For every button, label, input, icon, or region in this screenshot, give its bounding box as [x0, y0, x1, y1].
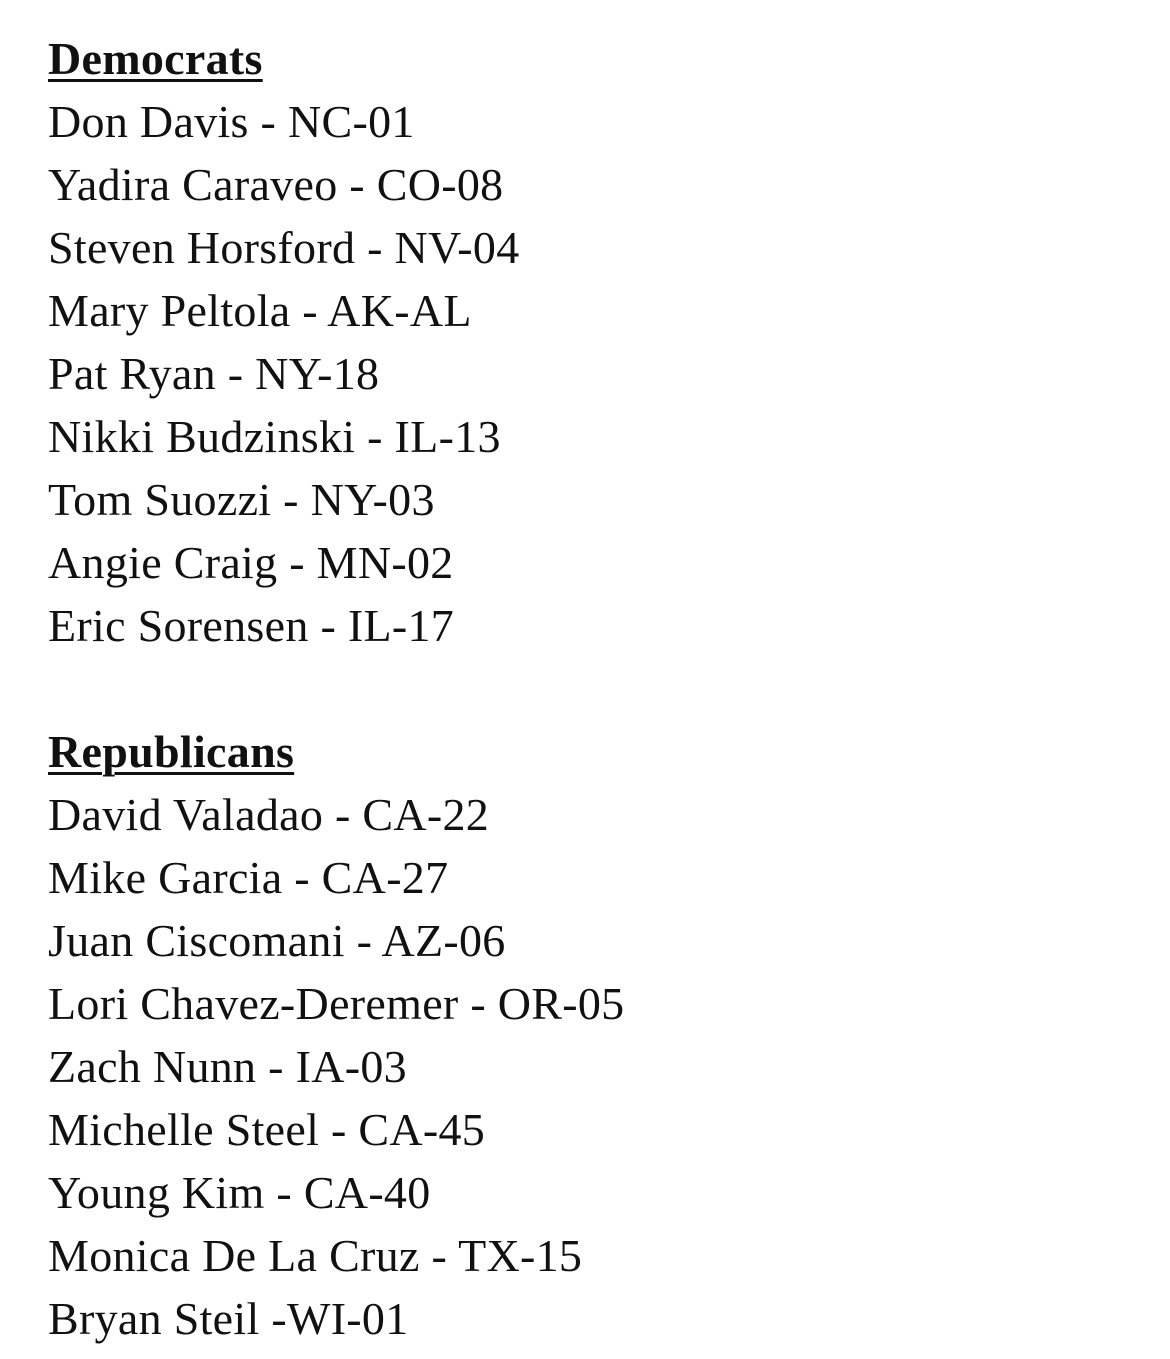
list-item: David Valadao - CA-22 [48, 789, 490, 840]
republicans-section [48, 720, 1170, 1350]
list-item: Don Davis - NC-01 [48, 96, 415, 147]
list-item: Juan Ciscomani - AZ-06 [48, 915, 506, 966]
list-item: Eric Sorensen - IL-17 [48, 600, 455, 651]
list-item: Lori Chavez-Deremer - OR-05 [48, 978, 625, 1029]
democrats-section [48, 0, 1170, 657]
list-item: Young Kim - CA-40 [48, 1167, 431, 1218]
section-spacer [48, 657, 1170, 720]
list-item: Pat Ryan - NY-18 [48, 348, 380, 399]
list-item: Bryan Steil -WI-01 [48, 1293, 409, 1344]
democrats-heading: Democrats [48, 33, 263, 84]
list-item: Mary Peltola - AK-AL [48, 285, 472, 336]
list-item: Tom Suozzi - NY-03 [48, 474, 435, 525]
list-item: Steven Horsford - NV-04 [48, 222, 520, 273]
republicans-heading: Republicans [48, 726, 295, 777]
document-page [48, 0, 1170, 1350]
republicans-list [48, 783, 1170, 1350]
list-item: Zach Nunn - IA-03 [48, 1041, 407, 1092]
list-item: Nikki Budzinski - IL-13 [48, 411, 501, 462]
list-item: Yadira Caraveo - CO-08 [48, 159, 504, 210]
list-item: Michelle Steel - CA-45 [48, 1104, 486, 1155]
list-item: Angie Craig - MN-02 [48, 537, 454, 588]
list-item: Mike Garcia - CA-27 [48, 852, 449, 903]
list-item: Monica De La Cruz - TX-15 [48, 1230, 583, 1281]
democrats-list [48, 90, 1170, 657]
